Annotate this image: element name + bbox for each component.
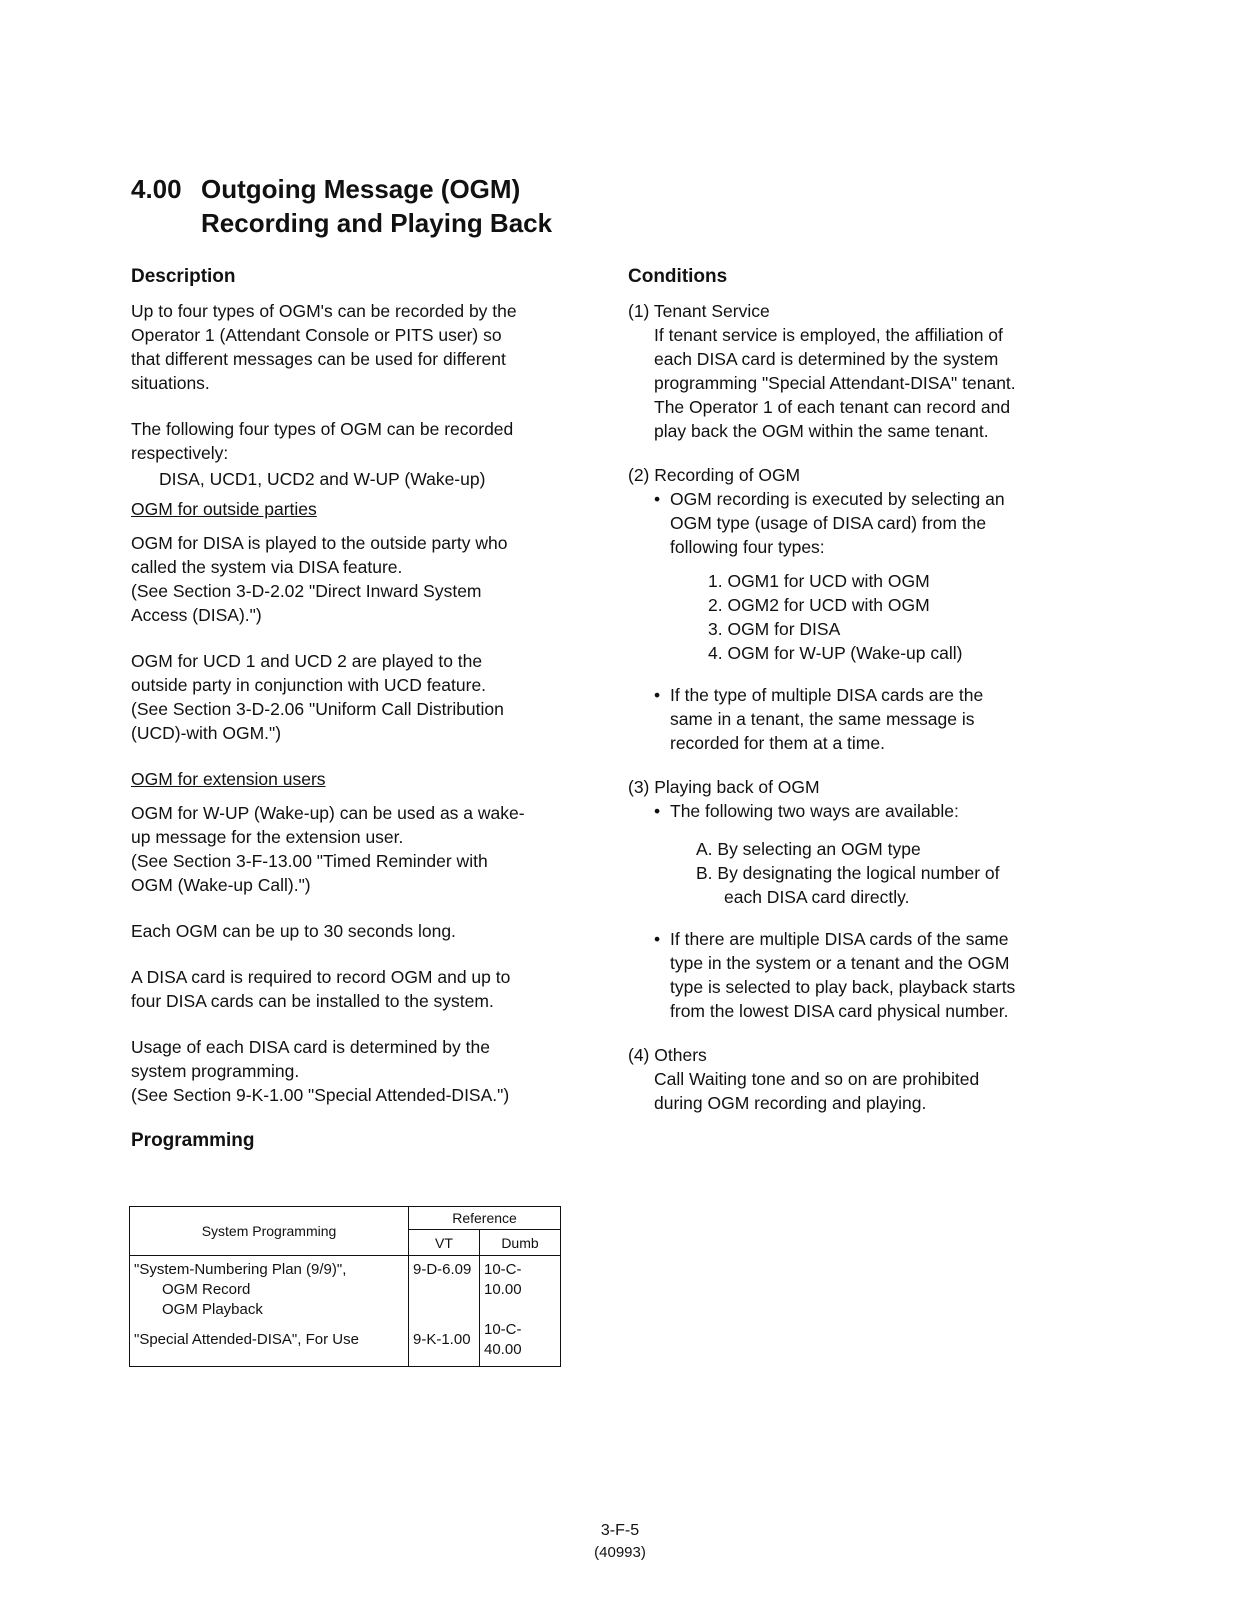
types-list: DISA, UCD1, UCD2 and W-UP (Wake-up)	[159, 469, 486, 489]
description-heading: Description	[131, 266, 236, 287]
wakeup-paragraph	[131, 801, 601, 897]
text-line: Usage of each DISA card is determined by the	[131, 1037, 490, 1057]
text-line: play back the OGM within the same tenant.	[654, 421, 989, 441]
text-line: • OGM recording is executed by selecting an	[670, 489, 1005, 509]
table-cell: 10-C-10.00	[480, 1256, 561, 1321]
text-line: recorded for them at a time.	[670, 733, 885, 753]
text-line: four DISA cards can be installed to the system.	[131, 991, 494, 1011]
condition-playback	[628, 775, 1088, 1023]
text-line: • The following two ways are available:	[670, 801, 959, 821]
page-number: 3-F-5	[600, 1522, 640, 1539]
card-paragraph	[131, 965, 601, 1013]
text-line: Up to four types of OGM's can be recorded by the	[131, 301, 517, 321]
vt-header: VT	[409, 1230, 480, 1256]
condition-title: (4) Others	[628, 1045, 707, 1065]
types-paragraph	[131, 417, 601, 491]
text-line: The Operator 1 of each tenant can record and	[654, 397, 1011, 417]
extension-users-heading: OGM for extension users	[131, 769, 326, 789]
condition-title: (3) Playing back of OGM	[628, 777, 820, 797]
text-line: from the lowest DISA card physical number.	[670, 1001, 1009, 1021]
condition-others	[628, 1043, 1088, 1115]
text-line: type in the system or a tenant and the OGM	[670, 953, 1010, 973]
text-line: Each OGM can be up to 30 seconds long.	[131, 921, 456, 941]
text-line: OGM for UCD 1 and UCD 2 are played to the	[131, 651, 483, 671]
condition-title: (2) Recording of OGM	[628, 465, 801, 485]
text-line: outside party in conjunction with UCD feature.	[131, 675, 487, 695]
text-line: If tenant service is employed, the affiliation of	[654, 325, 1003, 345]
text-line: (See Section 3-F-13.00 "Timed Reminder with	[131, 851, 488, 871]
text-line: following four types:	[670, 537, 825, 557]
title-line-2: Recording and Playing Back	[201, 208, 553, 238]
text-line: (See Section 9-K-1.00 "Special Attended-DISA.")	[131, 1085, 510, 1105]
text-line: (See Section 3-D-2.02 "Direct Inward System	[131, 581, 482, 601]
list-item: B. By designating the logical number of	[696, 863, 1000, 883]
text-line: (See Section 3-D-2.06 "Uniform Call Distribution	[131, 699, 504, 719]
section-number: 4.00	[131, 174, 182, 204]
bullet-item	[654, 487, 1088, 559]
list-item: A. By selecting an OGM type	[696, 839, 921, 859]
list-item-continuation: each DISA card directly.	[724, 887, 910, 907]
text-line: OGM (Wake-up Call).")	[131, 875, 311, 895]
bullet-item	[654, 927, 1088, 1023]
programming-heading: Programming	[131, 1130, 255, 1151]
text-line: OGM Record	[162, 1281, 251, 1298]
text-line: (UCD)-with OGM.")	[131, 723, 282, 743]
list-item: 4. OGM for W-UP (Wake-up call)	[708, 643, 963, 663]
text-line: Access (DISA).")	[131, 605, 262, 625]
text-line: • If the type of multiple DISA cards are the	[670, 685, 984, 705]
text-line: A DISA card is required to record OGM and up to	[131, 967, 511, 987]
condition-tenant-service	[628, 299, 1088, 443]
outside-parties-heading: OGM for outside parties	[131, 499, 317, 519]
disa-paragraph	[131, 531, 601, 627]
table-row	[130, 1256, 561, 1321]
programming-table	[129, 1206, 561, 1367]
text-line: type is selected to play back, playback starts	[670, 977, 1016, 997]
left-column	[131, 265, 601, 1163]
conditions-heading: Conditions	[628, 266, 728, 287]
text-line: The following four types of OGM can be recorded	[131, 419, 514, 439]
table-cell	[130, 1256, 409, 1321]
title-line-1: Outgoing Message (OGM)	[201, 174, 521, 204]
table-cell: 9-D-6.09	[409, 1256, 480, 1321]
text-line: called the system via DISA feature.	[131, 557, 403, 577]
description-paragraph	[131, 299, 601, 395]
ucd-paragraph	[131, 649, 601, 745]
text-line: "System-Numbering Plan (9/9)",	[134, 1261, 347, 1278]
reference-header: Reference	[409, 1207, 561, 1230]
text-line: Call Waiting tone and so on are prohibited	[654, 1069, 980, 1089]
document-code: (40993)	[594, 1544, 646, 1561]
table-cell: 10-C-40.00	[480, 1320, 561, 1367]
text-line: each DISA card is determined by the system	[654, 349, 999, 369]
table-cell: "Special Attended-DISA", For Use	[130, 1320, 409, 1367]
text-line: system programming.	[131, 1061, 300, 1081]
system-programming-header: System Programming	[130, 1207, 409, 1256]
right-column	[628, 265, 1088, 1135]
text-line: OGM for W-UP (Wake-up) can be used as a wake-	[131, 803, 525, 823]
text-line: • If there are multiple DISA cards of the same	[670, 929, 1009, 949]
usage-paragraph	[131, 1035, 601, 1107]
table-row	[130, 1320, 561, 1367]
list-item: 1. OGM1 for UCD with OGM	[708, 571, 930, 591]
table-cell: 9-K-1.00	[409, 1320, 480, 1367]
ogm-type-list	[654, 569, 1088, 665]
text-line: same in a tenant, the same message is	[670, 709, 975, 729]
list-item: 2. OGM2 for UCD with OGM	[708, 595, 930, 615]
text-line: that different messages can be used for different	[131, 349, 506, 369]
bullet-item	[654, 799, 1088, 823]
playback-methods-list	[654, 837, 1088, 909]
text-line: up message for the extension user.	[131, 827, 404, 847]
text-line: OGM Playback	[162, 1301, 263, 1318]
text-line: respectively:	[131, 443, 229, 463]
condition-title: (1) Tenant Service	[628, 301, 770, 321]
list-item: 3. OGM for DISA	[708, 619, 841, 639]
text-line: situations.	[131, 373, 210, 393]
text-line: OGM for DISA is played to the outside party who	[131, 533, 508, 553]
text-line: during OGM recording and playing.	[654, 1093, 927, 1113]
text-line: programming "Special Attendant-DISA" tenant.	[654, 373, 1016, 393]
dumb-header: Dumb	[480, 1230, 561, 1256]
section-title	[131, 172, 552, 240]
length-paragraph	[131, 919, 601, 943]
condition-recording	[628, 463, 1088, 755]
bullet-item	[654, 683, 1088, 755]
text-line: OGM type (usage of DISA card) from the	[670, 513, 987, 533]
text-line: Operator 1 (Attendant Console or PITS user) so	[131, 325, 502, 345]
